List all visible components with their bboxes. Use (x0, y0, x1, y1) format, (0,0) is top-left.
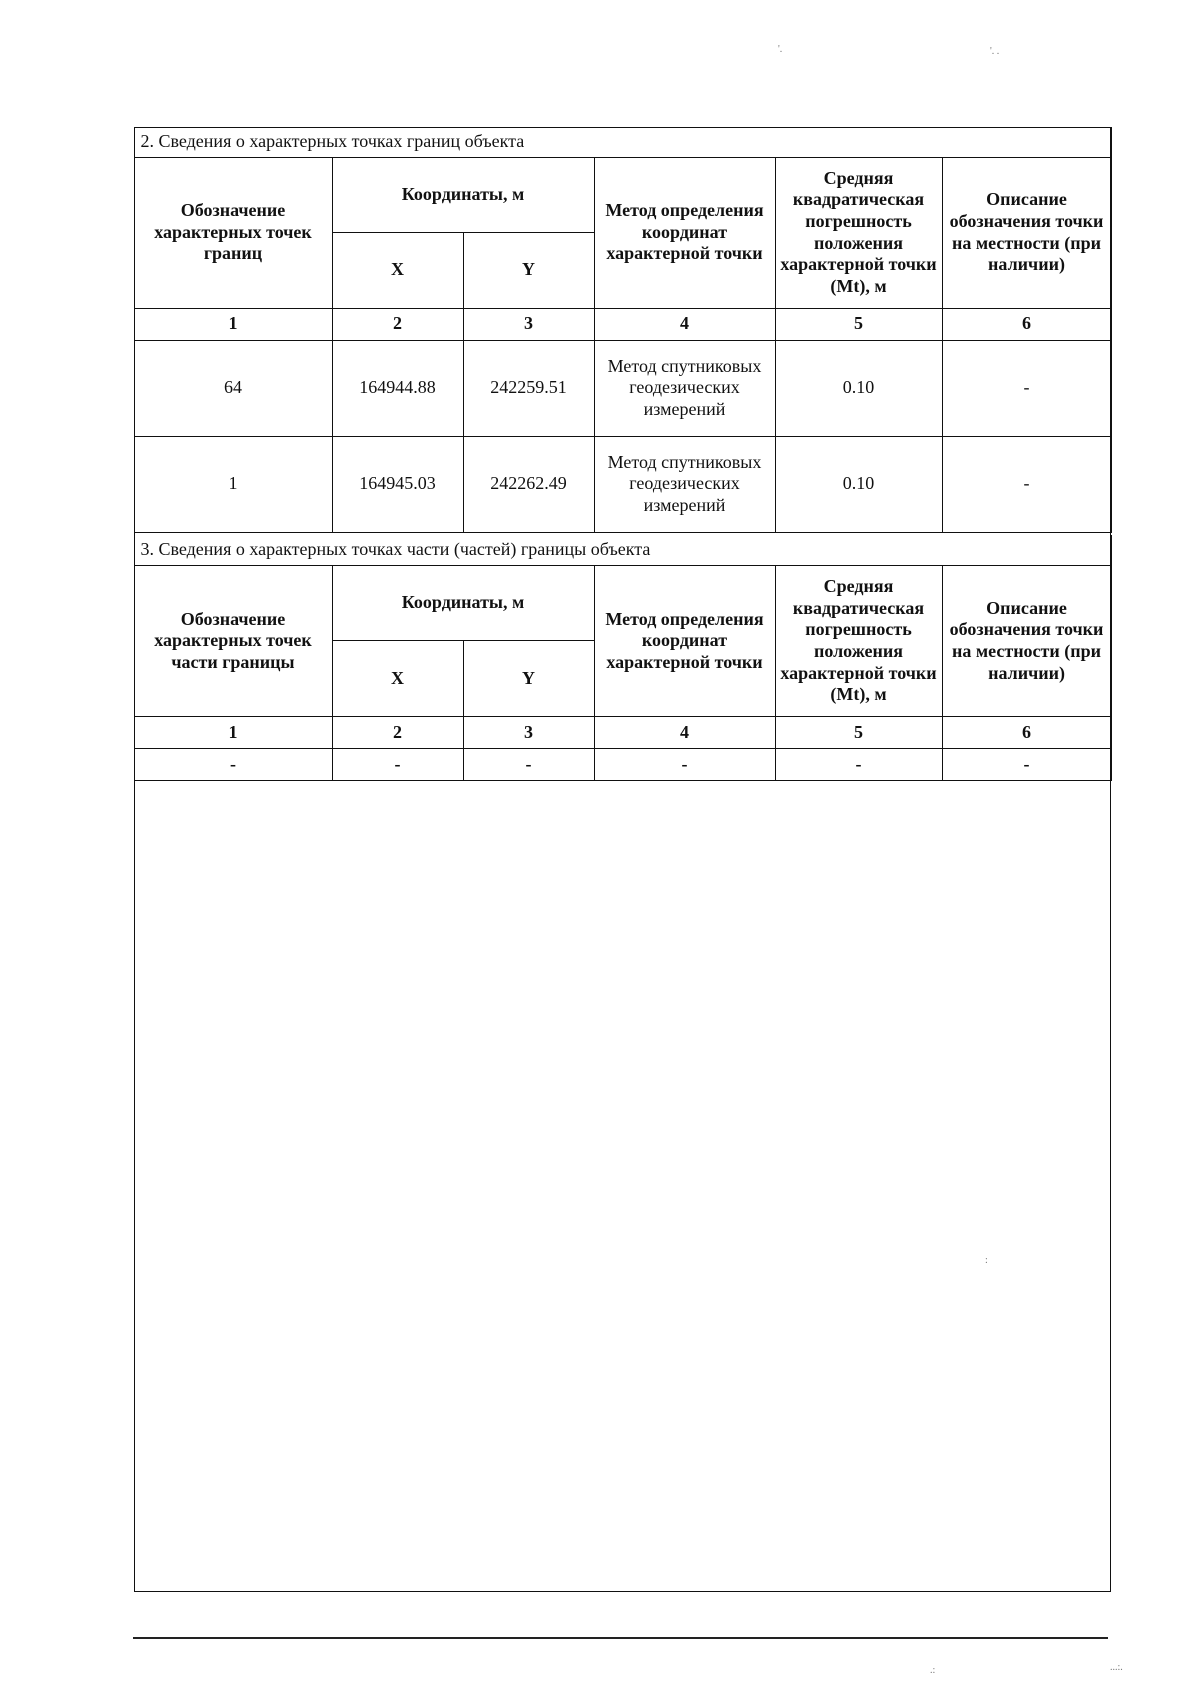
cell-point: - (134, 749, 332, 781)
table-row (134, 436, 1111, 532)
table-row (134, 340, 1111, 436)
section2-colnum-row (134, 308, 1111, 340)
cell-error: 0.10 (775, 340, 942, 436)
header-method: Метод определения координат характерной точки (594, 566, 775, 717)
cell-y: 242259.51 (463, 340, 594, 436)
scan-speck: '. (778, 44, 783, 55)
cell-point: 64 (134, 340, 332, 436)
cell-description: - (942, 340, 1111, 436)
col-number: 6 (942, 717, 1111, 749)
col-number: 4 (594, 308, 775, 340)
header-x: X (332, 232, 463, 308)
cell-x: - (332, 749, 463, 781)
header-coords: Координаты, м (332, 157, 594, 232)
header-coords: Координаты, м (332, 566, 594, 641)
col-number: 2 (332, 717, 463, 749)
col-number: 1 (134, 308, 332, 340)
header-point: Обозначение характерных точек части границы (134, 566, 332, 717)
section2-table (134, 127, 1112, 533)
col-number: 3 (463, 308, 594, 340)
cell-method: Метод спутниковых геодезических измерений (594, 340, 775, 436)
header-point: Обозначение характерных точек границ (134, 157, 332, 308)
section2-caption-row (134, 127, 1111, 158)
section3-colnum-row (134, 717, 1111, 749)
col-number: 3 (463, 717, 594, 749)
cell-point: 1 (134, 436, 332, 532)
scan-speck: .: (930, 1665, 936, 1676)
cell-y: - (463, 749, 594, 781)
header-x: X (332, 641, 463, 717)
scan-speck: : (985, 1255, 988, 1266)
scan-speck: ...:. (1110, 1662, 1123, 1673)
col-number: 1 (134, 717, 332, 749)
cell-x: 164945.03 (332, 436, 463, 532)
col-number: 5 (775, 717, 942, 749)
header-error: Средняя квадратическая погрешность положения характерной точки (Mt), м (775, 566, 942, 717)
cell-description: - (942, 436, 1111, 532)
table-row (134, 749, 1111, 781)
header-description: Описание обозначения точки на местности (при наличии) (942, 157, 1111, 308)
cell-method: Метод спутниковых геодезических измерений (594, 436, 775, 532)
cell-x: 164944.88 (332, 340, 463, 436)
header-method: Метод определения координат характерной точки (594, 157, 775, 308)
header-error: Средняя квадратическая погрешность положения характерной точки (Mt), м (775, 157, 942, 308)
col-number: 4 (594, 717, 775, 749)
section3-caption: 3. Сведения о характерных точках части (частей) границы объекта (134, 535, 1111, 566)
col-number: 5 (775, 308, 942, 340)
col-number: 6 (942, 308, 1111, 340)
section3-table (134, 535, 1112, 781)
document-frame (134, 127, 1111, 1592)
header-description: Описание обозначения точки на местности (при наличии) (942, 566, 1111, 717)
header-y: Y (463, 641, 594, 717)
section3-header-row (134, 566, 1111, 641)
cell-error: 0.10 (775, 436, 942, 532)
cell-method: - (594, 749, 775, 781)
footer-rule (133, 1637, 1108, 1639)
section2-header-row (134, 157, 1111, 232)
header-y: Y (463, 232, 594, 308)
cell-description: - (942, 749, 1111, 781)
col-number: 2 (332, 308, 463, 340)
section2-caption: 2. Сведения о характерных точках границ объекта (134, 127, 1111, 158)
cell-error: - (775, 749, 942, 781)
scan-speck: '. . (990, 46, 1000, 57)
section3-caption-row (134, 535, 1111, 566)
cell-y: 242262.49 (463, 436, 594, 532)
